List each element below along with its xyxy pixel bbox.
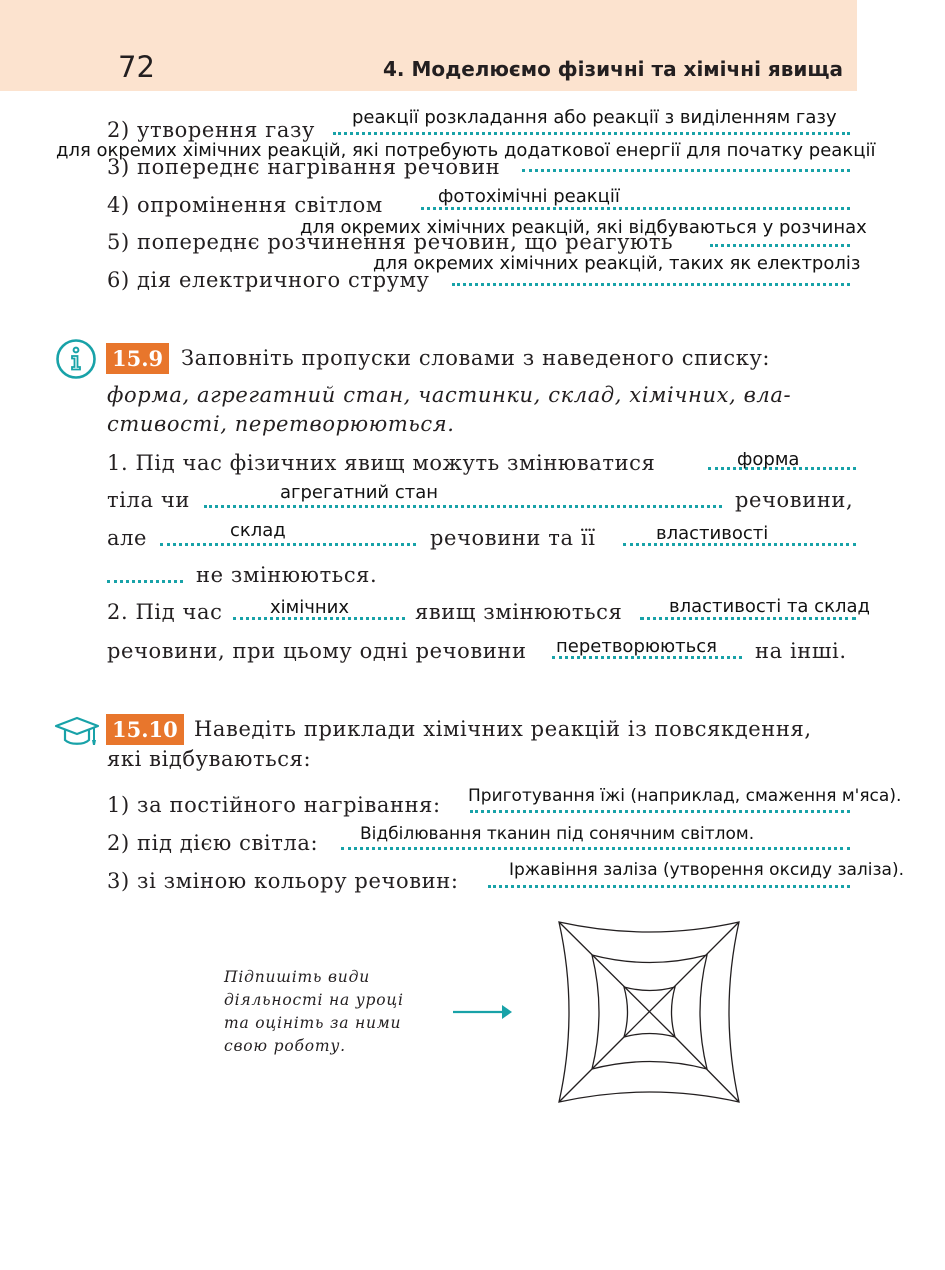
- page-number: 72: [118, 50, 155, 84]
- list-item-label: 1) за постійного нагрівання:: [107, 793, 441, 817]
- handwritten-answer: Відбілювання тканин під сонячним світлом.: [360, 824, 755, 844]
- task-prompt: Наведіть приклади хімічних реакцій із повсякдення,: [194, 717, 812, 741]
- list-item-label: 3) зі зміною кольору речовин:: [107, 869, 459, 893]
- task-number-badge: 15.9: [106, 343, 169, 374]
- handwritten-answer: для окремих хімічних реакцій, які потребують додаткової енергії для початку реакції: [56, 140, 876, 161]
- handwritten-answer: властивості та склад: [669, 596, 870, 617]
- word-list: стивості, перетворюються.: [107, 412, 455, 436]
- answer-line[interactable]: [470, 810, 850, 813]
- sentence-text: тіла чи: [107, 488, 190, 512]
- blank-line[interactable]: [107, 580, 183, 583]
- sentence-text: речовини,: [735, 488, 854, 512]
- note-line: та оцініть за ними: [224, 1014, 402, 1032]
- answer-line[interactable]: [452, 283, 850, 286]
- sentence-text: 1. Під час фізичних явищ можуть змінюватися: [107, 451, 656, 475]
- task-prompt: які відбуваються:: [107, 747, 312, 771]
- sentence-text: не змінюються.: [196, 563, 378, 587]
- chapter-title: 4. Моделюємо фізичні та хімічні явища: [382, 57, 843, 81]
- arrow-right-icon: [452, 1002, 514, 1026]
- handwritten-answer: хімічних: [270, 597, 349, 618]
- handwritten-answer: склад: [230, 520, 286, 541]
- list-item-label: 6) дія електричного струму: [107, 268, 430, 292]
- handwritten-answer: для окремих хімічних реакцій, які відбуваються у розчинах: [300, 217, 867, 238]
- list-item-label: 5) попереднє розчинення речовин, що реагують: [107, 230, 674, 254]
- note-line: свою роботу.: [224, 1037, 346, 1055]
- handwritten-answer: форма: [737, 449, 800, 470]
- handwritten-answer: реакції розкладання або реакції з виділенням газу: [352, 107, 837, 128]
- task-number-badge: 15.10: [106, 714, 184, 745]
- sentence-text: на інші.: [755, 639, 847, 663]
- note-line: діяльності на уроці: [224, 991, 404, 1009]
- sentence-text: 2. Під час: [107, 600, 223, 624]
- info-icon: [55, 338, 97, 384]
- answer-line[interactable]: [522, 169, 850, 172]
- blank-line[interactable]: [160, 543, 416, 546]
- list-item-label: 2) утворення газу: [107, 118, 315, 142]
- handwritten-answer: фотохімічні реакції: [438, 186, 620, 207]
- word-list: форма, агрегатний стан, частинки, склад, хімічних, вла-: [107, 383, 792, 407]
- answer-line[interactable]: [488, 885, 850, 888]
- sentence-text: але: [107, 526, 148, 550]
- sentence-text: явищ змінюються: [415, 600, 623, 624]
- spider-web-diagram[interactable]: [555, 918, 745, 1110]
- handwritten-answer: для окремих хімічних реакцій, таких як електроліз: [373, 253, 861, 274]
- handwritten-answer: Приготування їжі (наприклад, смаження м'яса).: [468, 786, 902, 806]
- blank-line[interactable]: [640, 617, 856, 620]
- task-prompt: Заповніть пропуски словами з наведеного списку:: [181, 346, 771, 370]
- list-item-label: 2) під дією світла:: [107, 831, 319, 855]
- handwritten-answer: агрегатний стан: [280, 482, 439, 503]
- list-item-label: 4) опромінення світлом: [107, 193, 383, 217]
- graduation-cap-icon: [54, 715, 100, 755]
- handwritten-answer: перетворюються: [556, 636, 717, 657]
- handwritten-answer: властивості: [656, 523, 769, 544]
- blank-line[interactable]: [204, 505, 722, 508]
- sentence-text: речовини, при цьому одні речовини: [107, 639, 527, 663]
- reflection-note: [224, 966, 404, 1058]
- answer-line[interactable]: [333, 132, 850, 135]
- answer-line[interactable]: [710, 244, 850, 247]
- list-item-label: 3) попереднє нагрівання речовин: [107, 155, 501, 179]
- handwritten-answer: Іржавіння заліза (утворення оксиду заліза).: [509, 860, 904, 880]
- note-line: Підпишіть види: [224, 968, 370, 986]
- answer-line[interactable]: [341, 847, 850, 850]
- answer-line[interactable]: [421, 207, 850, 210]
- sentence-text: речовини та її: [430, 526, 596, 550]
